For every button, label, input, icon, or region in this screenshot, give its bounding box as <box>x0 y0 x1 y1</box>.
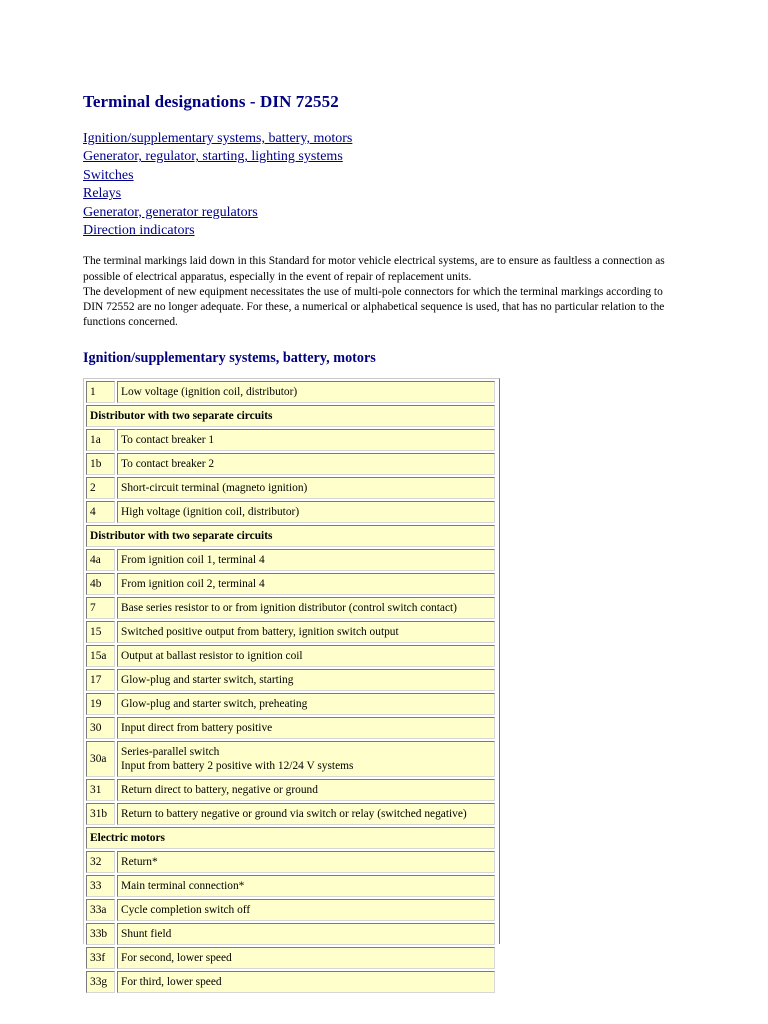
terminal-code-cell: 4 <box>86 501 115 523</box>
intro-paragraph-1: The terminal markings laid down in this Standard for motor vehicle electrical systems, are to ensure as faultless a connection as possible of electrical apparatus, especially in the event of repair of replacement units. <box>83 255 665 283</box>
link-direction-indicators[interactable]: Direction indicators <box>83 223 195 239</box>
document-page <box>83 90 683 367</box>
terminal-description-cell: Return direct to battery, negative or ground <box>117 779 495 801</box>
terminal-description-cell: Input direct from battery positive <box>117 717 495 739</box>
terminal-description-cell: From ignition coil 2, terminal 4 <box>117 573 495 595</box>
terminal-code-cell: 15 <box>86 621 115 643</box>
terminal-description-cell: Shunt field <box>117 923 495 945</box>
group-header-cell: Electric motors <box>86 827 495 849</box>
table-row <box>86 597 495 619</box>
terminal-code-cell: 4b <box>86 573 115 595</box>
terminal-code-cell: 33 <box>86 875 115 897</box>
table-row <box>86 621 495 643</box>
terminal-description-cell: For second, lower speed <box>117 947 495 969</box>
terminal-code-cell: 33b <box>86 923 115 945</box>
terminal-code-cell: 19 <box>86 693 115 715</box>
section-links <box>83 130 683 240</box>
table-row <box>86 429 495 451</box>
table-row <box>86 947 495 969</box>
table-group-header-row <box>86 405 495 427</box>
terminal-code-cell: 7 <box>86 597 115 619</box>
table-row <box>86 875 495 897</box>
terminal-table-container <box>83 378 500 988</box>
terminal-description-cell: For third, lower speed <box>117 971 495 993</box>
table-row <box>86 923 495 945</box>
table-row <box>86 477 495 499</box>
table-row <box>86 381 495 403</box>
terminal-code-cell: 1b <box>86 453 115 475</box>
description-line-1: Series-parallel switch <box>121 746 220 758</box>
terminal-description-cell: To contact breaker 2 <box>117 453 495 475</box>
terminal-code-cell: 17 <box>86 669 115 691</box>
intro-text <box>83 254 673 330</box>
terminal-code-cell: 33a <box>86 899 115 921</box>
section-heading: Ignition/supplementary systems, battery, motors <box>83 350 376 367</box>
table-row <box>86 803 495 825</box>
terminal-code-cell: 33f <box>86 947 115 969</box>
terminal-description-cell: Output at ballast resistor to ignition coil <box>117 645 495 667</box>
terminal-code-cell: 1a <box>86 429 115 451</box>
table-group-header-row <box>86 827 495 849</box>
table-row <box>86 453 495 475</box>
terminal-description-cell: Glow-plug and starter switch, preheating <box>117 693 495 715</box>
description-line-2: Input from battery 2 positive with 12/24 V systems <box>121 760 354 772</box>
terminal-code-cell: 15a <box>86 645 115 667</box>
table-row <box>86 645 495 667</box>
intro-paragraph-2: The development of new equipment necessitates the use of multi-pole connectors for which the terminal markings according to DIN 72552 are no longer adequate. For these, a numerical or alphabetical sequence is used, that has no particular relation to the functions concerned. <box>83 285 665 329</box>
terminal-code-cell: 31b <box>86 803 115 825</box>
terminal-code-cell: 4a <box>86 549 115 571</box>
terminal-description-cell: Return to battery negative or ground via switch or relay (switched negative) <box>117 803 495 825</box>
table-row <box>86 741 495 777</box>
table-row <box>86 899 495 921</box>
terminal-code-cell: 30a <box>86 741 115 777</box>
terminal-description-cell: Main terminal connection* <box>117 875 495 897</box>
table-row <box>86 669 495 691</box>
link-generator-lighting[interactable]: Generator, regulator, starting, lighting systems <box>83 149 343 165</box>
terminal-description-cell: Base series resistor to or from ignition distributor (control switch contact) <box>117 597 495 619</box>
group-header-cell: Distributor with two separate circuits <box>86 525 495 547</box>
terminal-code-cell: 2 <box>86 477 115 499</box>
link-switches[interactable]: Switches <box>83 167 134 183</box>
terminal-code-cell: 31 <box>86 779 115 801</box>
group-header-cell: Distributor with two separate circuits <box>86 405 495 427</box>
terminal-description-cell: Cycle completion switch off <box>117 899 495 921</box>
terminal-code-cell: 30 <box>86 717 115 739</box>
link-relays[interactable]: Relays <box>83 186 122 202</box>
terminal-description-cell: Glow-plug and starter switch, starting <box>117 669 495 691</box>
terminal-description-cell: Return* <box>117 851 495 873</box>
terminal-description-cell: Low voltage (ignition coil, distributor) <box>117 381 495 403</box>
table-row <box>86 779 495 801</box>
terminal-table <box>84 379 497 995</box>
table-row <box>86 501 495 523</box>
table-row <box>86 971 495 993</box>
terminal-code-cell: 33g <box>86 971 115 993</box>
table-row <box>86 549 495 571</box>
table-row <box>86 851 495 873</box>
terminal-description-cell: To contact breaker 1 <box>117 429 495 451</box>
terminal-code-cell: 1 <box>86 381 115 403</box>
table-group-header-row <box>86 525 495 547</box>
table-row <box>86 573 495 595</box>
page-title: Terminal designations - DIN 72552 <box>83 92 339 111</box>
table-row <box>86 693 495 715</box>
terminal-description-cell: From ignition coil 1, terminal 4 <box>117 549 495 571</box>
terminal-description-cell: Switched positive output from battery, ignition switch output <box>117 621 495 643</box>
terminal-description-cell: Short-circuit terminal (magneto ignition) <box>117 477 495 499</box>
terminal-description-cell <box>117 741 495 777</box>
link-ignition-systems[interactable]: Ignition/supplementary systems, battery, motors <box>83 131 353 146</box>
terminal-code-cell: 32 <box>86 851 115 873</box>
terminal-description-cell: High voltage (ignition coil, distributor) <box>117 501 495 523</box>
table-row <box>86 717 495 739</box>
link-generator-regulators[interactable]: Generator, generator regulators <box>83 204 258 220</box>
